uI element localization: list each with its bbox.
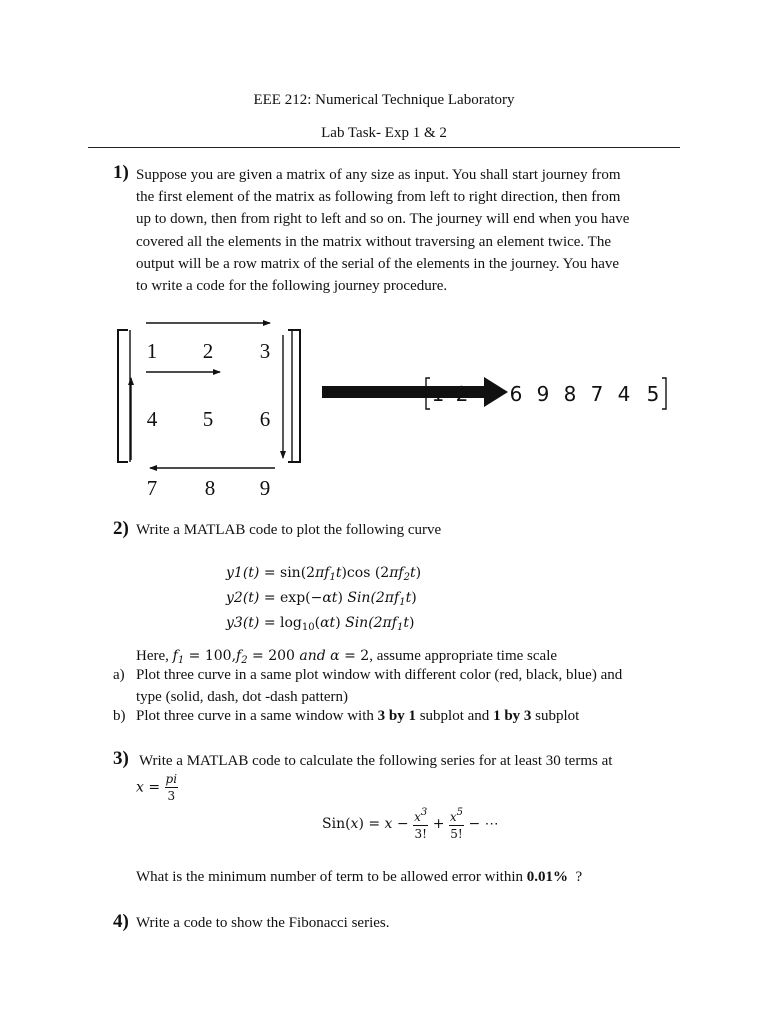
subquestion-b-bold1: 3 by 1	[377, 708, 416, 724]
equations-block	[226, 563, 421, 638]
page-title: EEE 212: Numerical Technique Laboratory	[253, 92, 515, 108]
question-1-number: 1)	[113, 162, 129, 183]
question-2-number: 2)	[113, 518, 129, 539]
subquestion-b-text	[136, 705, 579, 727]
result-value: 2	[455, 382, 469, 406]
matrix-cell: 9	[259, 476, 271, 500]
subquestion-b-bold2: 1 by 3	[493, 708, 532, 724]
question-3-error-question	[136, 866, 582, 888]
matrix-cell: 6	[259, 407, 271, 431]
equation-y3: $y3(t) = \log_{10}(\alpha t)$ $Sin(2\pi f_1t)$	[226, 615, 415, 633]
here-label: Here,	[136, 648, 169, 664]
result-value: 3	[482, 382, 496, 406]
time-scale-note: , assume appropriate time scale	[369, 648, 558, 664]
question-2-intro: Write a MATLAB code to plot the following curve	[136, 522, 442, 538]
question-1-line: to write a code for the following journey procedure.	[136, 278, 448, 295]
matrix-cell: 4	[146, 407, 158, 431]
question-1-line: covered all the elements in the matrix without traversing an element twice. The	[136, 233, 611, 250]
equation-y2: y2(t) = exp(−αt) $Sin(2\pi f_1t)$	[226, 590, 417, 608]
question-3-prefix: What is the minimum number of term to be allowed error within	[136, 869, 527, 885]
spiral-matrix-diagram	[100, 310, 700, 510]
matrix-right-bracket	[288, 330, 300, 462]
subquestion-a-line: Plot three curve in a same plot window with different color (red, black, blue) and	[136, 667, 623, 683]
subquestion-b-mid: subplot and	[415, 708, 494, 724]
subquestion-b-suffix: subplot	[531, 708, 580, 724]
question-1-line: up to down, then from right to left and so on. The journey will end when you have	[136, 211, 630, 228]
result-value: 1	[431, 382, 445, 406]
result-value: 7	[590, 382, 604, 406]
result-value: 5	[646, 382, 660, 406]
result-value: 9	[536, 382, 550, 406]
subquestion-b-prefix: Plot three curve in a same window with	[136, 708, 378, 724]
result-row-matrix	[426, 378, 666, 409]
question-3-number: 3)	[113, 748, 129, 769]
subquestion-a-text	[136, 664, 696, 708]
result-value: 8	[563, 382, 577, 406]
question-1-text	[136, 164, 696, 297]
header-divider	[88, 147, 680, 148]
parameters-expression: $f_1 = 100,f_2 = 200$ and α = 2	[172, 648, 370, 666]
subquestion-a-marker: a)	[113, 667, 125, 683]
question-3-suffix: ?	[568, 869, 583, 885]
matrix-cell: 5	[202, 407, 214, 431]
matrix-cell: 1	[146, 339, 158, 363]
question-1-line: output will be a row matrix of the serial of the elements in the journey. You have	[136, 255, 620, 272]
question-1-line: the first element of the matrix as following from left to right direction, then from	[136, 189, 621, 206]
sine-series-formula: Sin(x) = x − $\frac{x^3}{3!}$ + $\frac{x^5}{5!}$ − ⋯	[322, 807, 499, 841]
question-4-number: 4)	[113, 911, 129, 932]
big-right-arrow	[322, 377, 508, 407]
result-value: 4	[617, 382, 631, 406]
subquestion-a-line: type (solid, dash, dot -dash pattern)	[136, 689, 349, 706]
equation-y1: $y1(t) = \sin(2\pi f_1t)\cos$ $(2\pi f_2t)$	[226, 565, 422, 583]
matrix-cell: 2	[202, 339, 214, 363]
subquestion-b-marker: b)	[113, 708, 126, 724]
matrix-cell: 3	[259, 339, 271, 363]
question-4-text: Write a code to show the Fibonacci series.	[136, 915, 390, 931]
matrix-left-bracket	[118, 330, 130, 462]
question-1-line: Suppose you are given a matrix of any size as input. You shall start journey from	[136, 167, 621, 183]
matrix-cell: 8	[204, 476, 216, 500]
question-3-intro: Write a MATLAB code to calculate the following series for at least 30 terms at	[139, 753, 613, 769]
pi-over-3-fraction: $\frac{pi}{3}$	[165, 772, 178, 803]
x-equals-pi-over-3: x = $\frac{pi}{3}$	[136, 772, 178, 803]
matrix-cell: 7	[146, 476, 158, 500]
page-subtitle: Lab Task- Exp 1 & 2	[321, 125, 447, 141]
question-3-tolerance: 0.01%	[526, 869, 568, 885]
result-value: 6	[509, 382, 523, 406]
